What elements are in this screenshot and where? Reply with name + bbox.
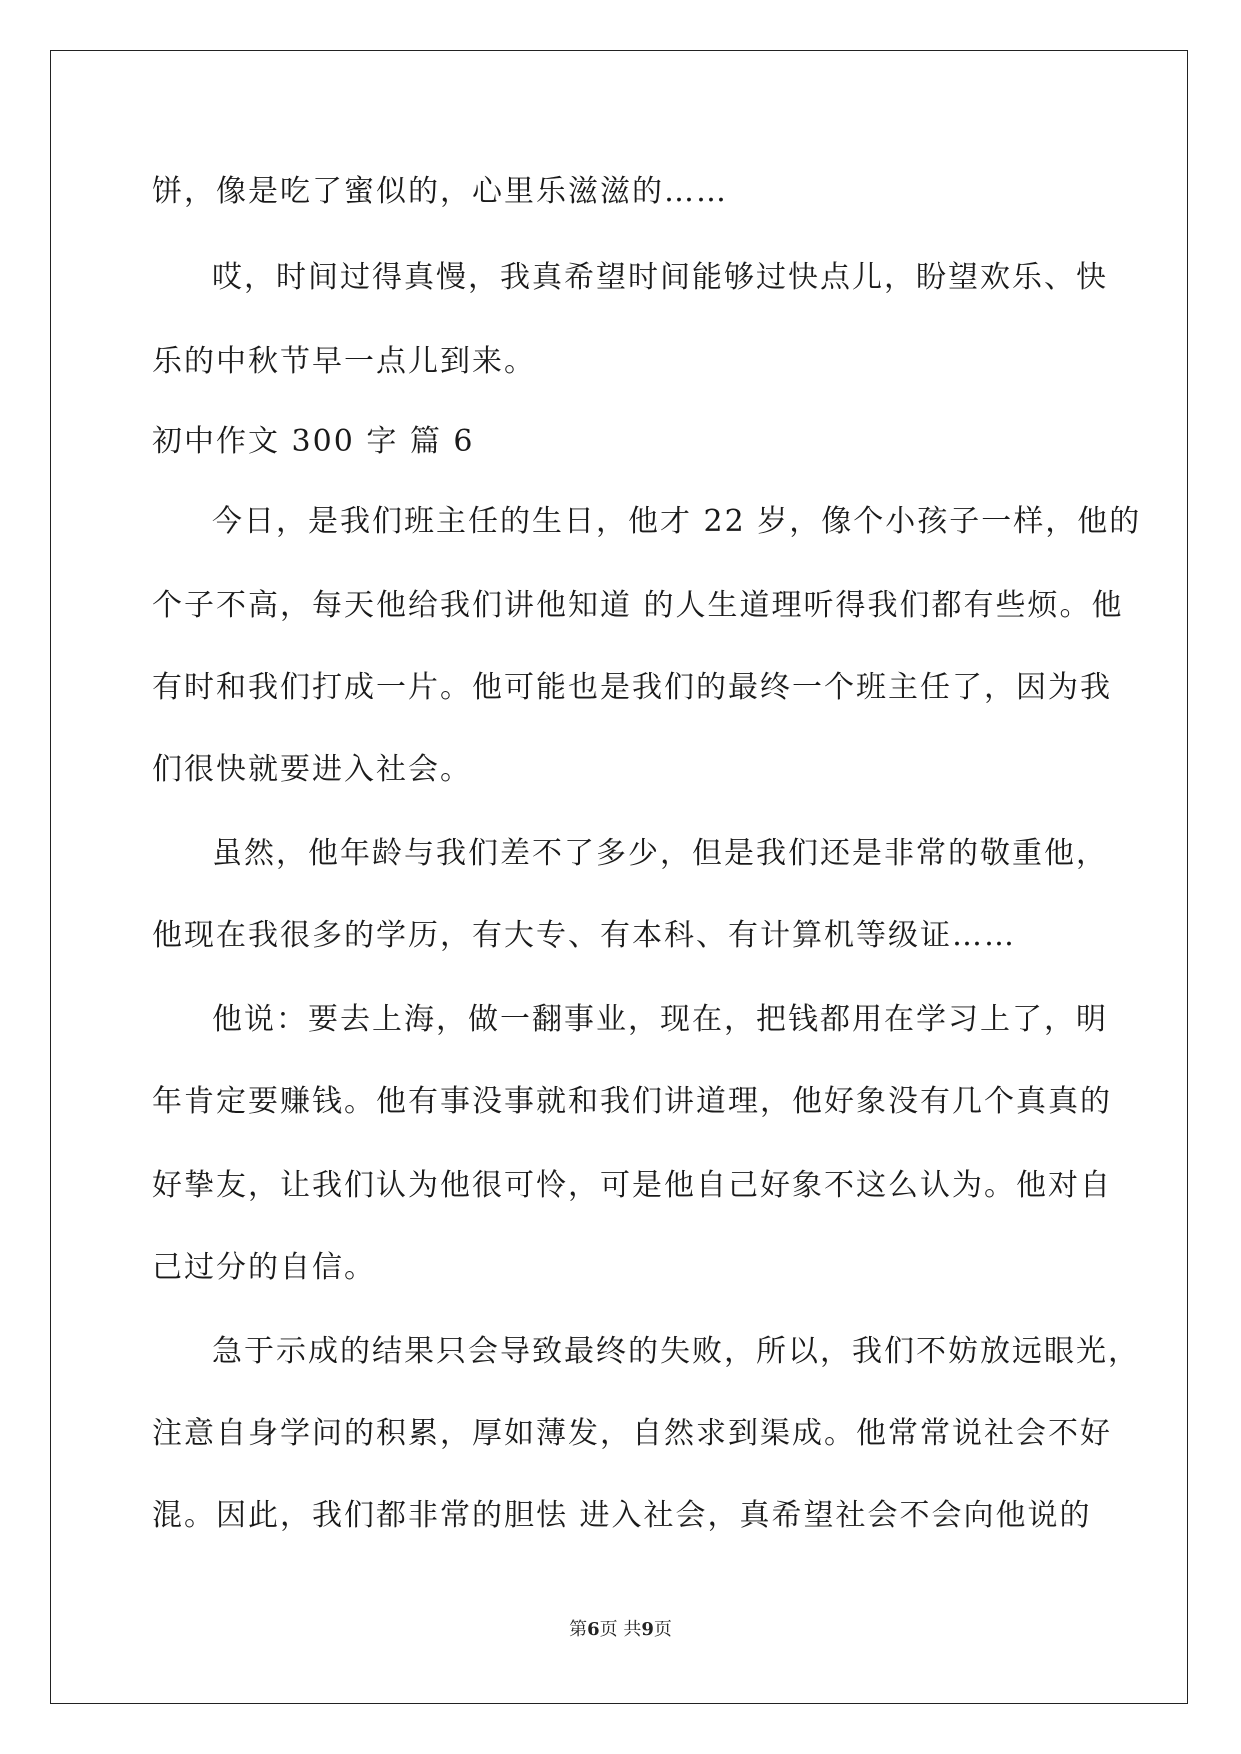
- current-page-number: 6: [587, 1619, 600, 1640]
- text-line: 乐的中秋节早一点儿到来。: [152, 344, 536, 379]
- page-border: [50, 50, 1188, 1704]
- text-line: 好挚友，让我们认为他很可怜，可是他自己好象不这么认为。他对自: [152, 1168, 1112, 1203]
- text-line: 哎，时间过得真慢，我真希望时间能够过快点儿，盼望欢乐、快: [212, 260, 1108, 295]
- page-footer: [0, 1618, 1241, 1642]
- text-line: 有时和我们打成一片。他可能也是我们的最终一个班主任了，因为我: [152, 670, 1112, 705]
- text-line: 个子不高，每天他给我们讲他知道 的人生道理听得我们都有些烦。他: [152, 588, 1124, 623]
- section-heading: 初中作文 300 字 篇 6: [152, 424, 475, 459]
- text-line: 急于示成的结果只会导致最终的失败，所以，我们不妨放远眼光，: [212, 1334, 1140, 1369]
- text-line: 虽然，他年龄与我们差不了多少，但是我们还是非常的敬重他，: [212, 836, 1108, 871]
- footer-prefix: 第: [569, 1619, 588, 1640]
- text-line: 年肯定要赚钱。他有事没事就和我们讲道理，他好象没有几个真真的: [152, 1084, 1112, 1119]
- text-line: 他现在我很多的学历，有大专、有本科、有计算机等级证……: [152, 918, 1016, 953]
- text-line: 今日，是我们班主任的生日，他才 22 岁，像个小孩子一样，他的: [212, 504, 1142, 539]
- text-line: 混。因此，我们都非常的胆怯 进入社会，真希望社会不会向他说的: [152, 1498, 1092, 1533]
- text-line: 己过分的自信。: [152, 1250, 376, 1285]
- text-line: 注意自身学问的积累，厚如薄发，自然求到渠成。他常常说社会不好: [152, 1416, 1112, 1451]
- text-line: 他说：要去上海，做一翻事业，现在，把钱都用在学习上了，明: [212, 1002, 1108, 1037]
- total-pages-number: 9: [641, 1619, 654, 1640]
- footer-suffix: 页: [653, 1619, 672, 1640]
- footer-mid: 页 共: [599, 1619, 642, 1640]
- text-line: 们很快就要进入社会。: [152, 752, 472, 787]
- text-line: 饼，像是吃了蜜似的，心里乐滋滋的……: [152, 174, 728, 209]
